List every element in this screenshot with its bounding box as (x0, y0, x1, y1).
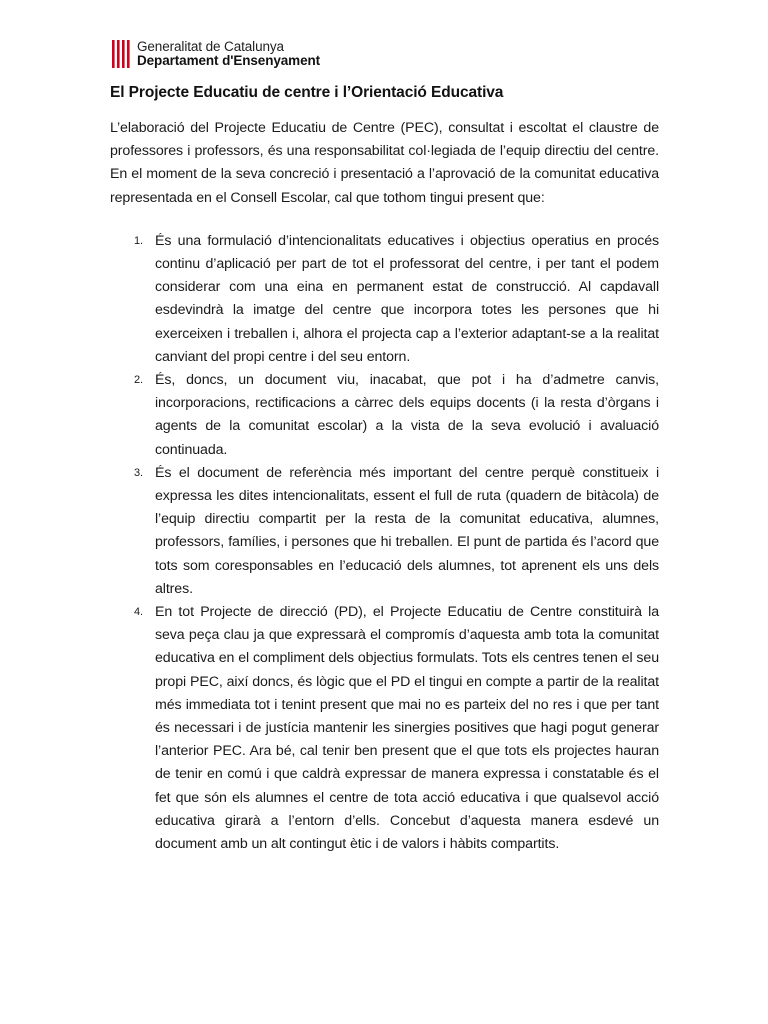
list-item (110, 601, 659, 856)
list-item-text: És una formulació d’intencionalitats educatives i objectius operatius en procés continu d’aplicació per part de tot el professorat del centre, i per tant el podem considerar com una eina en permanent estat de construcció. Al capdavall esdevindrà la imatge del centre que incorpora totes les persones que hi exerceixen i treballen i, alhora el projecta cap a l’exterior adaptant-se a la realitat canviant del propi centre i del seu entorn. (155, 232, 659, 365)
list-item-number: 1. (134, 234, 143, 247)
list-item (110, 462, 659, 601)
list-item-text: És, doncs, un document viu, inacabat, que pot i ha d’admetre canvis, incorporacions, rectificacions a càrrec dels equips docents (i la resta d’òrgans i agents de la comunitat escolar) a la vista de la seva evolució i avaluació continuada. (155, 372, 659, 458)
department-name: Departament d'Ensenyament (137, 53, 321, 68)
list-item-number: 4. (134, 606, 143, 619)
letterhead (110, 38, 320, 70)
list-item (110, 369, 659, 462)
document-body (110, 117, 659, 856)
intro-paragraph: L’elaboració del Projecte Educatiu de Centre (PEC), consultat i escoltat el claustre de professores i professors, és una responsabilitat col·legiada de l’equip directiu del centre. En el moment de la seva concreció i presentació a l’aprovació de la comunitat educativa representada en el Consell Escolar, cal que tothom tingui present que: (110, 120, 659, 206)
numbered-list (110, 230, 659, 856)
list-item (110, 230, 659, 369)
list-item-number: 2. (134, 374, 143, 387)
list-item-number: 3. (134, 466, 143, 479)
catalan-flag-icon (110, 39, 130, 69)
document-title: El Projecte Educatiu de centre i l’Orientació Educativa (110, 84, 504, 101)
list-item-text: En tot Projecte de direcció (PD), el Projecte Educatiu de Centre constituirà la seva peça clau ja que expressarà el compromís d’aquesta amb tota la comunitat educativa en el compliment dels objectius formulats. Tots els centres tenen el seu propi PEC, així doncs, és lògic que el PD el tingui en compte a partir de la realitat més immediata tot i tenint present que mai no es parteix del no res i que per tant és necessari i de justícia mantenir les sinergies positives que hagi pogut generar l’anterior PEC. Ara bé, cal tenir ben present que el que tots els projectes hauran de tenir en comú i que caldrà expressar de manera expressa i constatable és el fet que són els alumnes el centre de tota acció educativa i que qualsevol acció educativa girarà a l’entorn d’ells. Concebut d’aquesta manera esdevé un document amb un alt contingut ètic i de valors i hàbits compartits. (155, 604, 659, 853)
list-item-text: És el document de referència més important del centre perquè constitueix i expressa les dites intencionalitats, essent el full de ruta (quadern de bitàcola) de l’equip directiu compartit per la resta de la comunitat educativa, alumnes, professors, famílies, i persones que hi treballen. El punt de partida és l’acord que tots som coresponsables en l’educació dels alumnes, tot aprenent els uns dels altres. (155, 464, 659, 597)
organization-name: Generalitat de Catalunya (137, 39, 284, 54)
organization-block (137, 40, 320, 68)
